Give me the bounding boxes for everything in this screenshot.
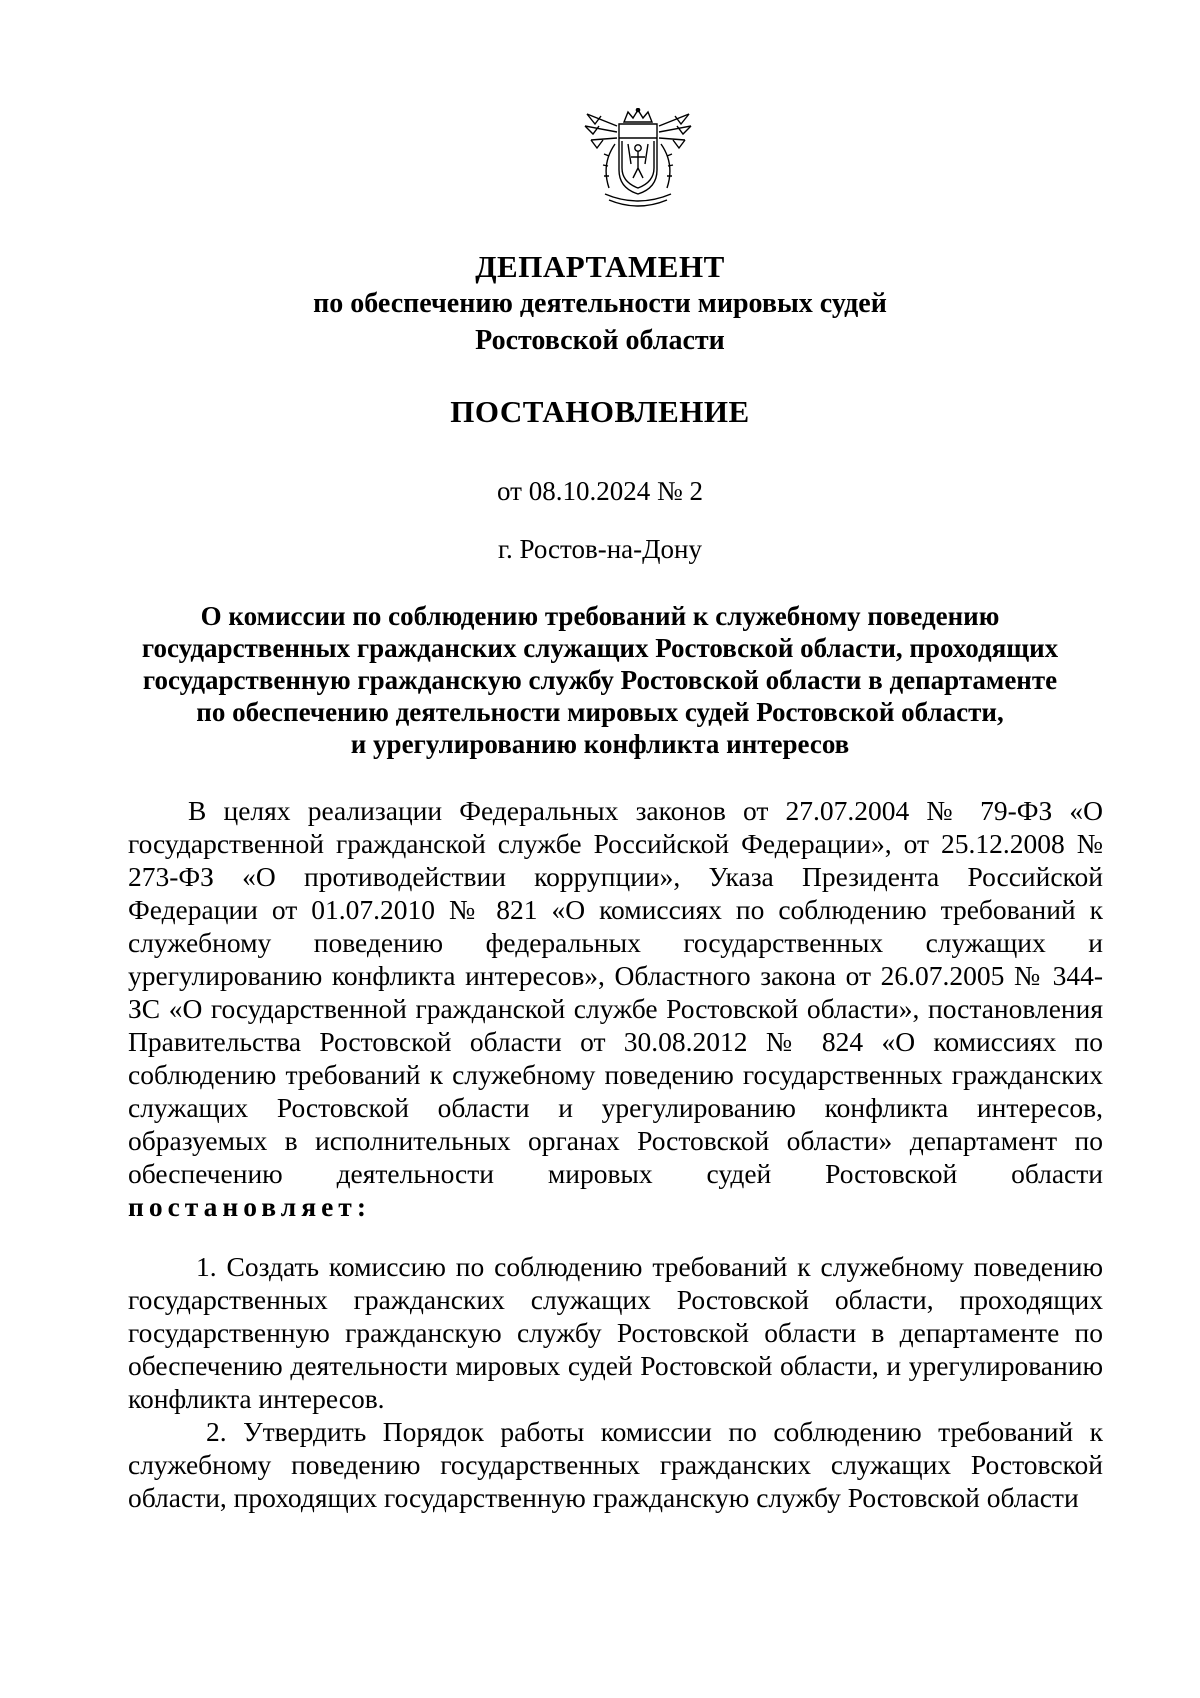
subject-line-3: государственную гражданскую службу Ростовской области в департаменте	[142, 665, 1058, 695]
department-title: ДЕПАРТАМЕНТ	[475, 249, 725, 284]
document-subject	[0, 600, 1200, 760]
subject-line-2: государственных гражданских служащих Ростовской области, проходящих	[141, 633, 1059, 663]
decree-item: 2. Утвердить Порядок работы комиссии по соблюдению требований к служебному поведению государственных гражданских служащих Ростовской области, проходящих государственную гражданскую службу Ростовской области	[128, 1416, 1103, 1513]
document-city: г. Ростов-на-Дону	[497, 534, 702, 564]
decree-word: постановляет:	[128, 1191, 371, 1222]
document-date-number: от 08.10.2024 № 2	[497, 476, 703, 506]
preamble-text: В целях реализации Федеральных законов от 27.07.2004 № 79-ФЗ «О государственной гражданской службе Российской Федерации», от 25.12.2008 № 273-ФЗ «О противодействии коррупции», Указа Президента Российской Федерации от 01.07.2010 № 821 «О комиссиях по соблюдению требований к служебному поведению федеральных государственных служащих и урегулированию конфликта интересов», Областного закона от 26.07.2005 № 344-ЗС «О государственной гражданской службе Ростовской области», постановления Правительства Ростовской области от 30.08.2012 № 824 «О комиссиях по соблюдению требований к служебному поведению государственных гражданских служащих Ростовской области и урегулированию конфликта интересов, образуемых в исполнительных органах Ростовской области» департамент по обеспечению деятельности мировых судей Ростовской области	[128, 795, 1103, 1189]
subject-line-1: О комиссии по соблюдению требований к служебному поведению	[200, 601, 1000, 631]
rostov-oblast-coat-of-arms-icon	[579, 108, 697, 210]
department-line-2: по обеспечению деятельности мировых судей	[313, 288, 887, 319]
department-line-3: Ростовской области	[475, 325, 725, 356]
subject-line-5: и урегулированию конфликта интересов	[350, 729, 850, 759]
decree-items	[128, 1250, 1103, 1514]
preamble	[128, 794, 1103, 1223]
subject-line-4: по обеспечению деятельности мировых судей Ростовской области,	[196, 697, 1004, 727]
decree-item: 1. Создать комиссию по соблюдению требований к служебному поведению государственных гражданских служащих Ростовской области, проходящих государственную гражданскую службу Ростовской области в департаменте по обеспечению деятельности мировых судей Ростовской области, и урегулированию конфликта интересов.	[128, 1251, 1103, 1414]
document-type: ПОСТАНОВЛЕНИЕ	[450, 394, 750, 429]
department-name	[0, 248, 1200, 359]
